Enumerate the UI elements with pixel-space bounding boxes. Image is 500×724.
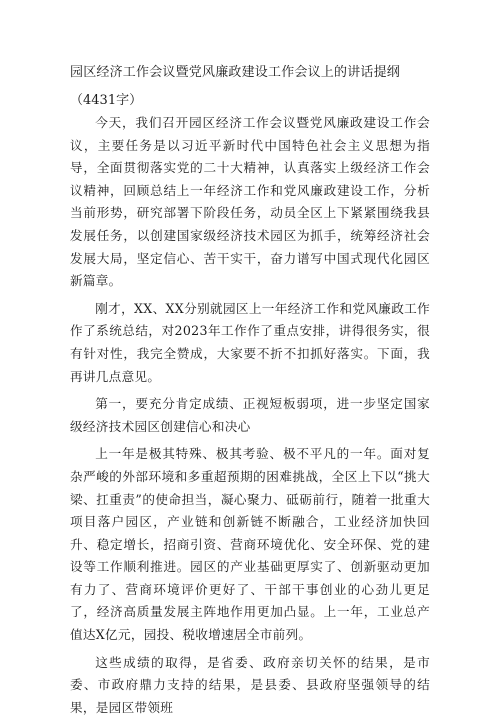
- paragraph-acknowledgement: 这些成绩的取得，是省委、政府亲切关怀的结果，是市委、市政府鼎力支持的结果，是县委、县政府坚强领导的结果，是园区带领班: [70, 654, 430, 715]
- word-count: （4431字）: [70, 93, 143, 108]
- document-title: 园区经济工作会议暨党风廉政建设工作会议上的讲话提纲: [70, 65, 401, 80]
- section-heading-1: 第一，要充分肯定成绩、正视短板弱项，进一步坚定国家级经济技术园区创建信心和决心: [70, 396, 430, 434]
- paragraph-achievements: 上一年是极其特殊、极其考验、极不平凡的一年。面对复杂严峻的外部环境和多重超预期的困难挑战，全区上下以“挑大梁、扛重责”的使命担当，凝心聚力、砥砺前行，随着一批重大项目落户园区，产业链和创新链不断融合，工业经济加快回升、稳定增长，招商引资、营商环境优化、安全环保、党的建设等工作顺利推进。园区的产业基础更厚实了、创新驱动更加有力了、营商环境评价更好了、干部干事创业的心劲儿更足了，经济高质量发展主阵地作用更加凸显。上一年，工业总产值达X亿元，园投、税收增速居全市前列。: [70, 446, 430, 643]
- paragraph-opening: 今天，我们召开园区经济工作会议暨党风廉政建设工作会议，主要任务是以习近平新时代中国特色社会主义思想为指导，全面贯彻落实党的二十大精神，认真落实上级经济工作会议精神，回顾总结上一年经济工作和党风廉政建设工作，分析当前形势，研究部署下阶段任务，动员全区上下紧紧围绕我县发展任务，以创建国家级经济技术园区为抓手，统筹经济社会发展大局，坚定信心、苦干实干，奋力谱写中国式现代化园区新篇章。: [70, 115, 430, 289]
- document-body: [70, 112, 430, 724]
- paragraph-summary: 刚才，XX、XX分别就园区上一年经济工作和党风廉政工作作了系统总结，对2023年工作作了重点安排，讲得很务实，很有针对性，我完全赞成，大家要不折不扣抓好落实。下面，我再讲几点意见。: [70, 300, 430, 384]
